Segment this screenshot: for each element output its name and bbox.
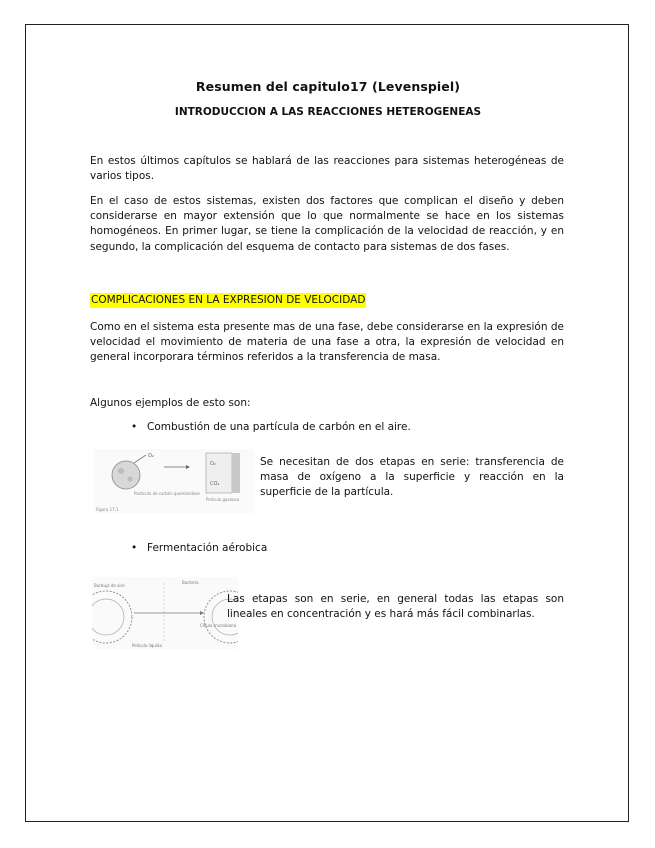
- paragraph-intro: En estos últimos capítulos se hablará de las reacciones para sistemas heterogéneas de varios tipos.: [90, 155, 564, 183]
- carbon-particle-shape: [112, 461, 140, 489]
- liquid-film-label: Película líquida: [132, 643, 162, 648]
- particle-texture: [128, 477, 133, 482]
- cell-label: Célula microbiana: [200, 623, 237, 628]
- o2-film-label: O₂: [210, 461, 216, 467]
- bullet-icon: •: [131, 542, 138, 554]
- figure-carbon-combustion: [94, 449, 254, 513]
- side-text-fermentation: Las etapas son en serie, en general todas las etapas son lineales en concentración y es hará más fácil combinarlas.: [227, 593, 564, 621]
- side-text-combustion: Se necesitan de dos etapas en serie: transferencia de masa de oxígeno a la superficie y reacción en la superficie de la partícula.: [260, 456, 564, 499]
- figure-aerobic-fermentation: [92, 577, 238, 649]
- air-bubble-inner: [92, 599, 124, 635]
- document-title: Resumen del capitulo17 (Levenspiel): [195, 79, 461, 94]
- document-subtitle: INTRODUCCION A LAS REACCIONES HETEROGENEAS: [174, 106, 482, 118]
- bullet-item-combustion: [131, 420, 411, 435]
- bubble-label: Burbuja de aire: [94, 583, 125, 588]
- air-bubble-shape: [92, 591, 132, 643]
- o2-label: O₂: [148, 453, 154, 459]
- gas-film-caption: Película gaseosa: [206, 497, 240, 502]
- paragraph-rate-expression: Como en el sistema esta presente mas de una fase, debe considerarse en la expresión de velocidad el movimiento de materia de una fase a otra, la expresión de velocidad en general incorporara términos referidos a la transferencia de masa.: [90, 321, 564, 364]
- co2-label: CO₂: [210, 481, 220, 487]
- figure-number: Figura 17.1: [96, 507, 119, 512]
- o2-arrow: [134, 455, 146, 463]
- bullet-icon: •: [131, 421, 138, 433]
- particle-texture: [118, 468, 124, 474]
- bullet-text: Combustión de una partícula de carbón en el aire.: [147, 421, 411, 433]
- figure-carbon-combustion-drawing: [94, 449, 254, 513]
- figure-fermentation-drawing: [92, 577, 238, 649]
- bullet-item-fermentation: [131, 541, 267, 556]
- top-label: Bacteria: [182, 580, 199, 585]
- document-page: [25, 24, 629, 822]
- paragraph-factors: En el caso de estos sistemas, existen dos factores que complican el diseño y deben considerarse en mayor extensión que lo que normalmente se hace en los sistemas homogéneos. En primer lugar, se tiene la complicación de la velocidad de reacción, y en segundo, la complicación del esquema de contacto para sistemas de dos fases.: [90, 195, 564, 253]
- particle-caption: Partícula de carbón quemándose: [134, 491, 200, 496]
- section-heading: COMPLICACIONES EN LA EXPRESION DE VELOCIDAD: [91, 294, 366, 306]
- paragraph-examples: Algunos ejemplos de esto son:: [90, 397, 251, 409]
- gas-film-box: [206, 453, 232, 493]
- flow-arrowhead: [186, 465, 190, 469]
- bullet-text: Fermentación aérobica: [147, 542, 268, 554]
- particle-surface: [232, 453, 240, 493]
- transfer-arrowhead: [200, 611, 204, 615]
